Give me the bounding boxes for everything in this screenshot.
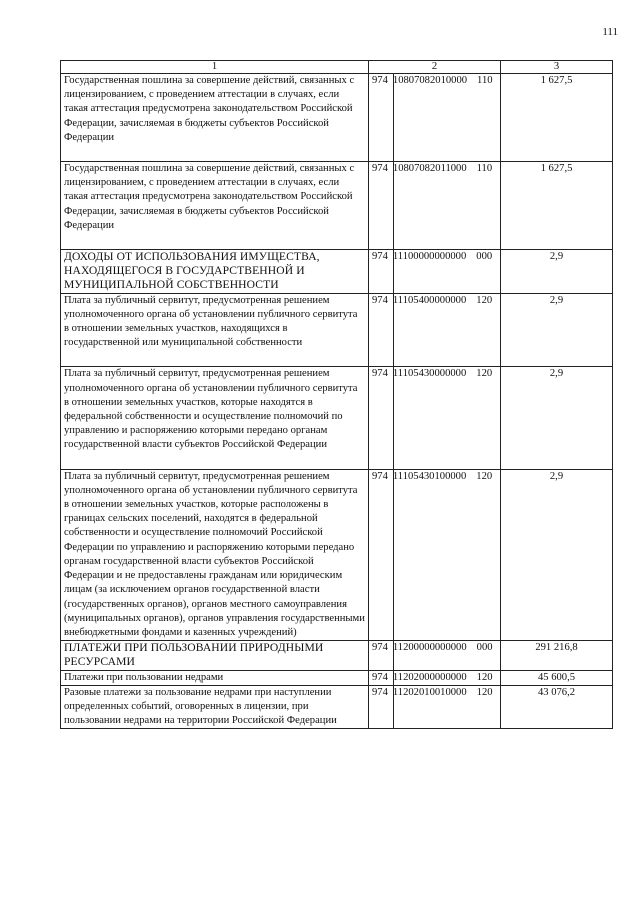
sub-code: 120 bbox=[476, 368, 493, 380]
sub-code: 120 bbox=[476, 686, 493, 698]
revenue-amount: 1 627,5 bbox=[501, 74, 613, 162]
table-row bbox=[61, 685, 613, 729]
revenue-amount: 45 600,5 bbox=[501, 670, 613, 685]
sub-code: 120 bbox=[476, 470, 493, 482]
revenue-amount: 2,9 bbox=[501, 293, 613, 367]
sub-code: 110 bbox=[477, 75, 493, 86]
sub-code: 120 bbox=[476, 671, 493, 683]
revenue-section-name: ПЛАТЕЖИ ПРИ ПОЛЬЗОВАНИИ ПРИРОДНЫМИ РЕСУРСАМИ bbox=[61, 641, 369, 670]
admin-code: 974 bbox=[372, 294, 388, 306]
page-number: 111 bbox=[602, 26, 618, 38]
admin-code: 974 bbox=[372, 75, 388, 86]
kbk-code: 10807082011000 bbox=[392, 163, 467, 175]
revenue-amount: 43 076,2 bbox=[501, 685, 613, 729]
revenue-code bbox=[369, 250, 501, 294]
table-header-row bbox=[61, 61, 613, 74]
revenue-name: Плата за публичный сервитут, предусмотренная решением уполномоченного органа об установлении публичного сервитута в отношении земельных участков, находящихся в государственной или муниципальной собственности bbox=[61, 293, 369, 367]
revenue-code bbox=[369, 469, 501, 640]
table-row bbox=[61, 670, 613, 685]
sub-code: 000 bbox=[476, 642, 493, 654]
kbk-code: 11100000000000 bbox=[392, 251, 467, 263]
table-row bbox=[61, 162, 613, 250]
table-row bbox=[61, 367, 613, 469]
revenue-code bbox=[369, 641, 501, 670]
kbk-code: 10807082010000 bbox=[392, 75, 468, 86]
revenue-name: Государственная пошлина за совершение действий, связанных с лицензированием, с проведением аттестации в случаях, если такая аттестация предусмотрена законодательством Российской Федерации, зачисляемая в бюджеты субъектов Российской Федерации bbox=[61, 74, 369, 162]
revenue-name: Государственная пошлина за совершение действий, связанных с лицензированием, с проведением аттестации в случаях, если такая аттестация предусмотрена законодательством Российской Федерации, зачисляемая в бюджеты субъектов Российской Федерации bbox=[61, 162, 369, 250]
revenue-code bbox=[369, 670, 501, 685]
admin-code: 974 bbox=[372, 470, 388, 482]
revenue-code bbox=[369, 367, 501, 469]
admin-code: 974 bbox=[372, 671, 388, 683]
kbk-code: 11105430000000 bbox=[392, 368, 467, 380]
admin-code: 974 bbox=[372, 686, 388, 698]
revenue-amount: 2,9 bbox=[501, 250, 613, 294]
revenue-section-name: ДОХОДЫ ОТ ИСПОЛЬЗОВАНИЯ ИМУЩЕСТВА, НАХОДЯЩЕГОСЯ В ГОСУДАРСТВЕННОЙ И МУНИЦИПАЛЬНОЙ СОБСТВЕННОСТИ bbox=[61, 250, 369, 294]
sub-code: 120 bbox=[476, 294, 493, 306]
table-row bbox=[61, 469, 613, 640]
revenue-code bbox=[369, 162, 501, 250]
table-row bbox=[61, 641, 613, 670]
admin-code: 974 bbox=[372, 251, 388, 263]
revenue-amount: 291 216,8 bbox=[501, 641, 613, 670]
revenue-amount: 2,9 bbox=[501, 367, 613, 469]
header-col-3: 3 bbox=[501, 61, 613, 74]
revenue-name: Разовые платежи за пользование недрами при наступлении определенных событий, оговоренных в лицензии, при пользовании недрами на территории Российской Федерации bbox=[61, 685, 369, 729]
revenue-code bbox=[369, 74, 501, 162]
kbk-code: 11202010010000 bbox=[392, 686, 467, 698]
kbk-code: 11105430100000 bbox=[392, 470, 467, 482]
kbk-code: 11105400000000 bbox=[392, 294, 467, 306]
revenue-name: Плата за публичный сервитут, предусмотренная решением уполномоченного органа об установлении публичного сервитута в отношении земельных участков, которые расположены в границах сельских поселений, находятся в федеральной собственности и осуществление полномочий Российской Федерации по управлению и распоряжению которыми передано органам государственной власти субъектов Российской Федерации и не предоставлены гражданам или юридическим лицам (за исключением органов государственной власти (государственных органов), органов местного самоуправления (муниципальных органов), органов управления государственными внебюджетными фондами и казенных учреждений) bbox=[61, 469, 369, 640]
budget-revenue-table bbox=[60, 60, 613, 729]
table-row bbox=[61, 250, 613, 294]
table-row bbox=[61, 74, 613, 162]
sub-code: 000 bbox=[476, 251, 493, 263]
kbk-code: 11200000000000 bbox=[392, 642, 467, 654]
kbk-code: 11202000000000 bbox=[392, 671, 467, 683]
admin-code: 974 bbox=[372, 368, 388, 380]
revenue-amount: 2,9 bbox=[501, 469, 613, 640]
revenue-amount: 1 627,5 bbox=[501, 162, 613, 250]
revenue-code bbox=[369, 685, 501, 729]
revenue-name: Платежи при пользовании недрами bbox=[61, 670, 369, 685]
sub-code: 110 bbox=[476, 163, 493, 175]
admin-code: 974 bbox=[372, 642, 388, 654]
header-col-2: 2 bbox=[369, 61, 501, 74]
table-row bbox=[61, 293, 613, 367]
header-col-1: 1 bbox=[61, 61, 369, 74]
revenue-name: Плата за публичный сервитут, предусмотренная решением уполномоченного органа об установлении публичного сервитута в отношении земельных участков, которые находятся в федеральной собственности и осуществление полномочий по управлению и распоряжению которыми передано органам государственной власти субъектов Российской Федерации bbox=[61, 367, 369, 469]
revenue-code bbox=[369, 293, 501, 367]
admin-code: 974 bbox=[372, 163, 388, 175]
